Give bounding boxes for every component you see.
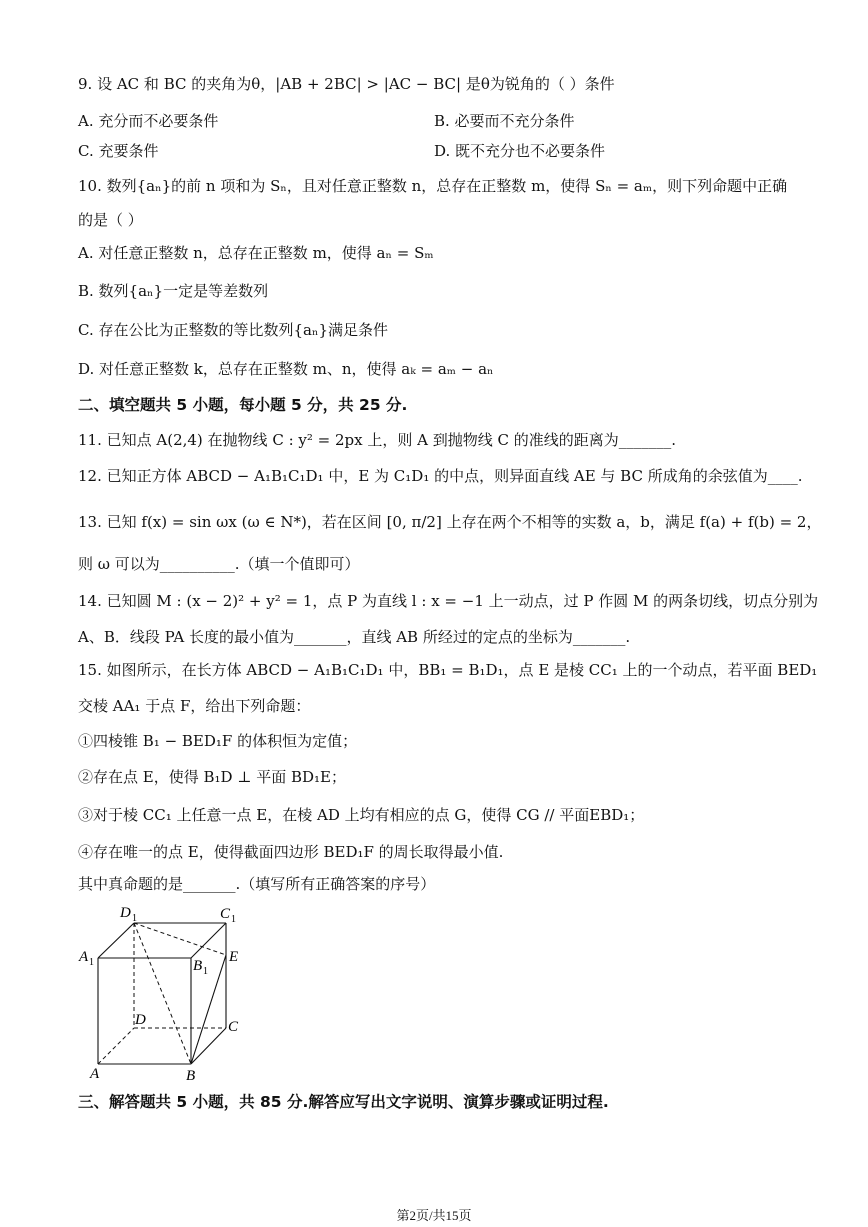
label-d1: D xyxy=(120,905,131,921)
label-c1: C xyxy=(220,906,231,922)
q10-option-b: B. 数列{aₙ}一定是等差数列 xyxy=(78,282,269,300)
q13-cont: 则 ω 可以为__________.（填一个值即可） xyxy=(78,555,360,573)
q9-option-d: D. 既不充分也不必要条件 xyxy=(434,142,606,160)
q10-option-d: D. 对任意正整数 k，总存在正整数 m、n，使得 aₖ = aₘ − aₙ xyxy=(78,360,494,378)
label-d: D xyxy=(135,1012,146,1028)
q10-option-c: C. 存在公比为正整数的等比数列{aₙ}满足条件 xyxy=(78,321,388,339)
q15-prop-4: ④存在唯一的点 E，使得截面四边形 BED₁F 的周长取得最小值. xyxy=(78,843,504,861)
q11: 11. 已知点 A(2,4) 在抛物线 C : y² = 2px 上，则 A 到抛物线 C 的准线的距离为_______. xyxy=(78,431,677,449)
q15-prop-3: ③对于棱 CC₁ 上任意一点 E，在棱 AD 上均有相应的点 G，使得 CG // 平面EBD₁； xyxy=(78,806,645,824)
q15-prop-1: ①四棱锥 B₁ − BED₁F 的体积恒为定值； xyxy=(78,732,358,750)
section-answer-heading: 三、解答题共 5 小题，共 85 分.解答应写出文字说明、演算步骤或证明过程. xyxy=(78,1093,609,1111)
label-a1-sub: 1 xyxy=(89,957,94,968)
q14-cont: A、B．线段 PA 长度的最小值为_______，直线 AB 所经过的定点的坐标为_______. xyxy=(78,628,631,646)
q10-stem: 10. 数列{aₙ}的前 n 项和为 Sₙ，且对任意正整数 n，总存在正整数 m，使得 Sₙ = aₘ，则下列命题中正确 xyxy=(78,177,788,195)
q15: 15. 如图所示，在长方体 ABCD − A₁B₁C₁D₁ 中，BB₁ = B₁D₁，点 E 是棱 CC₁ 上的一个动点，若平面 BED₁ xyxy=(78,661,818,679)
q9-option-a: A. 充分而不必要条件 xyxy=(78,112,219,130)
q12: 12. 已知正方体 ABCD − A₁B₁C₁D₁ 中，E 为 C₁D₁ 的中点，则异面直线 AE 与 BC 所成角的余弦值为____. xyxy=(78,467,803,485)
section-fill-blank-heading: 二、填空题共 5 小题，每小题 5 分，共 25 分. xyxy=(78,396,408,414)
q9-option-b: B. 必要而不充分条件 xyxy=(434,112,575,130)
label-b1: B xyxy=(193,958,203,974)
q9-option-c: C. 充要条件 xyxy=(78,142,159,160)
label-b1-sub: 1 xyxy=(203,966,208,977)
label-e: E xyxy=(229,949,239,965)
q13: 13. 已知 f(x) = sin ωx (ω ∈ N*)，若在区间 [0, π/2] 上存在两个不相等的实数 a，b，满足 f(a) + f(b) = 2， xyxy=(78,513,822,531)
prism-figure xyxy=(76,900,256,1085)
q9-stem: 9. 设 AC 和 BC 的夹角为θ，|AB + 2BC| > |AC − BC| 是θ为锐角的（ ）条件 xyxy=(78,75,615,93)
page-footer: 第2页/共15页 xyxy=(396,1208,472,1223)
label-a: A xyxy=(90,1066,100,1082)
label-d1-sub: 1 xyxy=(132,913,137,924)
q14: 14. 已知圆 M : (x − 2)² + y² = 1，点 P 为直线 l : x = −1 上一动点，过 P 作圆 M 的两条切线，切点分别为 xyxy=(78,592,819,610)
q15-answer-prompt: 其中真命题的是_______.（填写所有正确答案的序号） xyxy=(78,875,436,893)
label-c: C xyxy=(228,1019,239,1035)
label-b: B xyxy=(186,1068,196,1084)
q15-prop-2: ②存在点 E，使得 B₁D ⊥ 平面 BD₁E； xyxy=(78,768,346,786)
label-c1-sub: 1 xyxy=(231,914,236,925)
q15-cont: 交棱 AA₁ 于点 F，给出下列命题： xyxy=(78,697,311,715)
label-a1: A xyxy=(79,949,89,965)
q10-option-a: A. 对任意正整数 n，总存在正整数 m，使得 aₙ = Sₘ xyxy=(78,244,434,262)
q10-stem-cont: 的是（ ） xyxy=(78,211,143,229)
